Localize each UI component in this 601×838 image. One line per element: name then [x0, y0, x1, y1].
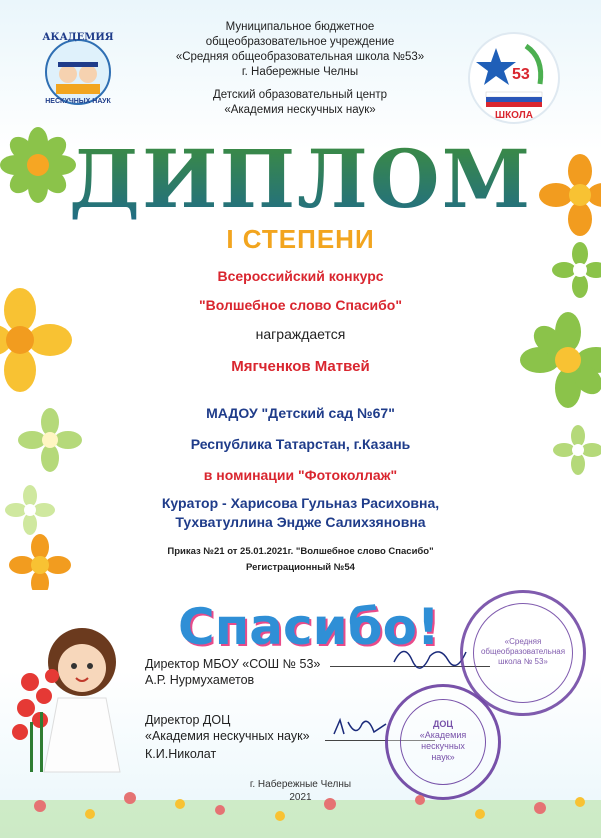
director2-name: К.И.Николат: [145, 747, 217, 761]
header-line: «Средняя общеобразовательная школа №53»: [175, 51, 425, 63]
footer: [0, 778, 601, 804]
header-line: Муниципальное бюджетное: [225, 21, 375, 33]
diploma-title: ДИПЛОМ: [0, 132, 601, 226]
nomination-name: в номинации "Фотоколлаж": [203, 467, 398, 483]
academy-stamp-line: наук»: [431, 752, 455, 762]
institution-name: МАДОУ "Детский сад №67": [206, 405, 395, 421]
school-logo-number: 53: [512, 66, 530, 83]
region-name: Республика Татарстан, г.Казань: [190, 436, 411, 452]
school-stamp-line: школа № 53»: [498, 657, 548, 666]
academy-logo: [38, 30, 118, 108]
academy-stamp-line: ДОЦ: [433, 719, 453, 729]
handwritten-signature-1: [390, 640, 470, 670]
footer-year: 2021: [289, 792, 312, 803]
order-text: Приказ №21 от 25.01.2021г. "Волшебное слово Спасибо": [167, 546, 434, 557]
spasibo-word-art: Спасибо!: [178, 598, 440, 656]
school-header: [120, 20, 480, 118]
curator-line-1: Куратор - Харисова Гульназ Расиховна,: [161, 495, 440, 511]
awarded-label: награждается: [255, 326, 346, 342]
academy-stamp-line: «Академия: [419, 730, 467, 740]
curator-line-2: Тухватуллина Эндже Салихзяновна: [175, 514, 426, 530]
academy-logo-bottom-text: НЕСКУЧНЫХ НАУК: [45, 98, 111, 105]
director2-title-1: Директор ДОЦ: [145, 713, 231, 727]
handwritten-signature-2: [330, 714, 390, 742]
director1-title: Директор МБОУ «СОШ № 53»: [145, 657, 321, 671]
footer-city: г. Набережные Челны: [249, 779, 352, 790]
school-stamp-line: «Средняя: [504, 637, 542, 646]
diploma-degree: I СТЕПЕНИ: [226, 224, 375, 254]
school-53-logo: [466, 28, 562, 128]
header-line: г. Набережные Челны: [241, 66, 359, 78]
header-line: Детский образовательный центр: [212, 89, 388, 101]
registration-number: Регистрационный №54: [246, 562, 355, 573]
director2-title-2: «Академия нескучных наук»: [145, 729, 310, 743]
participant-name: Мягченков Матвей: [231, 358, 370, 375]
academy-logo-top-text: АКАДЕМИЯ: [42, 32, 114, 43]
school-logo-text: ШКОЛА: [495, 110, 533, 121]
school-stamp-line: общеобразовательная: [480, 647, 566, 656]
header-line: общеобразовательное учреждение: [205, 36, 395, 48]
header-line: «Академия нескучных наук»: [224, 104, 376, 116]
director1-name: А.Р. Нурмухаметов: [145, 673, 255, 687]
academy-stamp-line: нескучных: [421, 741, 465, 751]
contest-name: "Волшебное слово Спасибо": [199, 297, 402, 313]
contest-type: Всероссийский конкурс: [217, 268, 384, 284]
girl-with-flowers-illustration: [10, 612, 140, 782]
